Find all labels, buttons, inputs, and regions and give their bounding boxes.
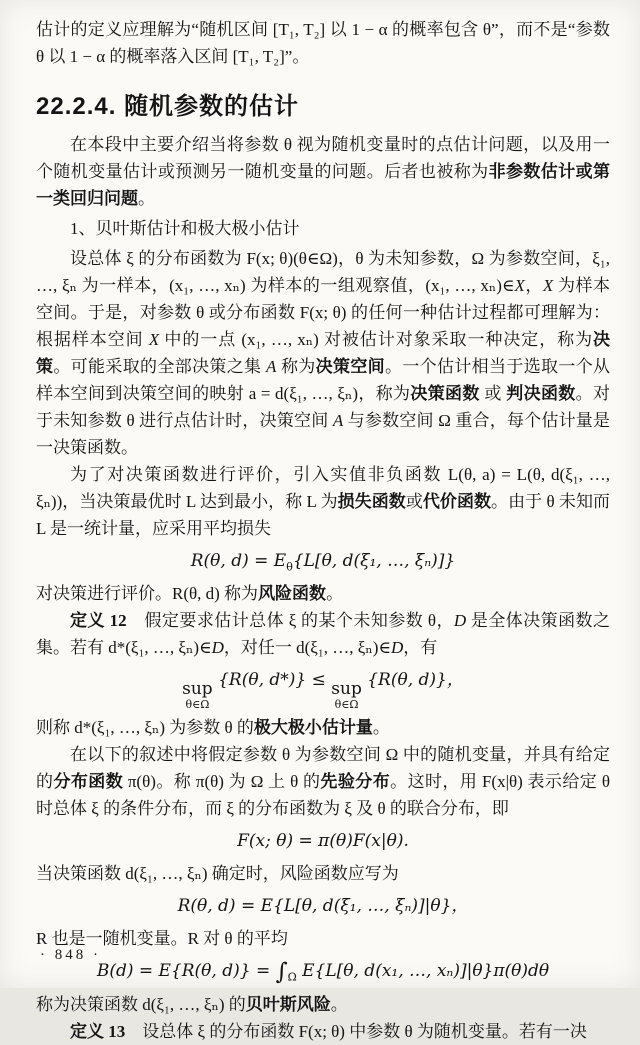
formula-average-loss: R(θ, $d) = E_\theta\{L[\theta$, d(ξ₁, …, ξₙ)]} — [190, 551, 456, 574]
para-loss-function: 为了对决策函数进行评价，引入实值非负函数 L(θ, a) = L(θ, d(ξ₁, …, ξₙ))，当决策最优时 L 达到最小，称 L 为损失函数或代价函数。由于 θ 未知而 L 是一统计量，应采用平均损失 — [36, 465, 611, 538]
para-confidence-interval-note: 估计的定义应理解为“随机区间 [T₁, T₂] 以 1 − α 的概率包含 θ”，而不是“参数 θ 以 1 − α 的概率落入区间 [T₁, T₂]”。 — [36, 20, 610, 66]
subsection-heading: 1、贝叶斯估计和极大极小估计 — [70, 219, 300, 238]
section-heading: 22.2.4. 随机参数的估计 — [36, 93, 300, 120]
para-risk-given-d: 当决策函数 d(ξ₁, …, ξₙ) 确定时，风险函数应写为 — [36, 863, 399, 883]
page-number: · 848 · — [40, 947, 101, 963]
para-r-random: R 也是一随机变量。R 对 θ 的平均 — [36, 928, 288, 948]
para-definition-13: 定义 13 设总体 ξ 的分布函数 F(x; θ) 中参数 θ 为随机变量。若有一决 — [70, 1021, 587, 1041]
para-decision-setup: 设总体 ξ 的分布函数为 F(x; θ)(θ∈Ω)，θ 为未知参数，Ω 为参数空间，ξ₁, …, ξₙ 为一样本，(x₁, …, xₙ) 为样本的一组观察值，(x₁, …, xₙ)∈X，X 为样本空间。于是，对参数 θ 或分布函数 F(x; θ) 的任何一种估计过程都可理解为：根据样本空间 X 中的一点 (x₁, …, xₙ) 对被估计对象采取一种决定，称为决策。可能采取的全部决策之集 A 称为决策空间。一个估计相当于选取一个从样本空间到决策空间的映射 a = d(ξ₁, …, ξₙ)，称为决策函数 或 判决函数。对于未知参数 θ 进行点估计时，决策空间 A 与参数空间 Ω 重合，每个估计量是一决策函数。 — [36, 249, 611, 457]
formula-bayes-risk: B(d) = E{R(θ, $d)\} = \int_\Omega$ E{L[θ, d(x₁, …, xₙ)]|θ}π(θ)dθ — [96, 958, 550, 985]
formula-conditional-risk: R(θ, d) = E{L[θ, d(ξ₁, …, ξₙ)]|θ}， — [177, 895, 469, 916]
para-prior-setup: 在以下的叙述中将假定参数 θ 为参数空间 Ω 中的随机变量，并具有给定的分布函数 π(θ)。称 π(θ) 为 Ω 上 θ 的先验分布。这时，用 F(x|θ) 表示给定 θ 时总体 ξ 的条件分布，而 ξ 的分布函数为 ξ 及 θ 的联合分布，即 — [36, 744, 611, 818]
para-bayes-risk-naming: 称为决策函数 d(ξ₁, …, ξₙ) 的贝叶斯风险。 — [36, 994, 348, 1014]
para-minimax-conclusion: 则称 d*(ξ₁, …, ξₙ) 为参数 θ 的极大极小估计量。 — [36, 717, 390, 737]
para-risk-naming: 对决策进行评价。R(θ, d) 称为风险函数。 — [36, 584, 344, 603]
formula-joint-distribution: F(x; θ) = π(θ)F(x|θ). — [237, 830, 409, 851]
para-section-intro: 在本段中主要介绍当将参数 θ 视为随机变量时的点估计问题，以及用一个随机变量估计或预测另一随机变量的问题。后者也被称为非参数估计或第一类回归问题。 — [36, 135, 610, 208]
para-definition-12: 定义 12 假定要求估计总体 ξ 的某个未知参数 θ，D 是全体决策函数之集。若有 d*(ξ₁, …, ξₙ)∈D，对任一 d(ξ₁, …, ξₙ)∈D，有 — [36, 611, 610, 657]
formula-minimax: sup θ∈Ω {R(θ, d*)} ≤ sup θ∈Ω {R(θ, d)}， — [182, 670, 464, 711]
